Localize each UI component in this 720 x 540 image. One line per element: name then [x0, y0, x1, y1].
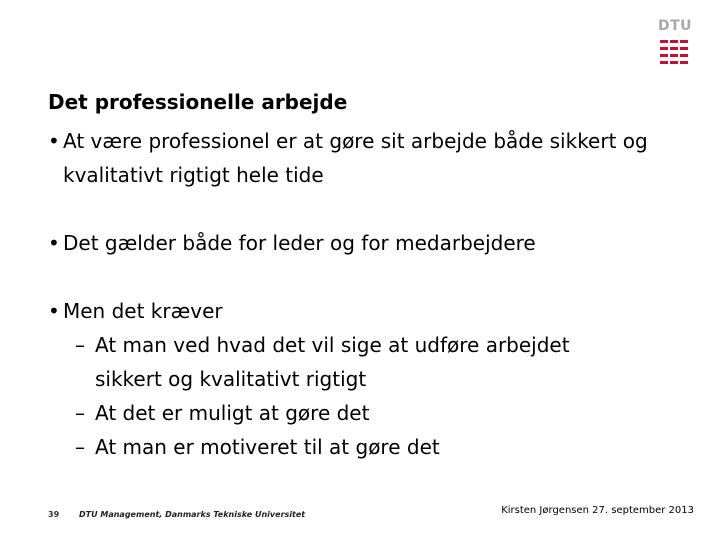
- dtu-logo-text: DTU: [658, 18, 693, 34]
- bullet-marker: •: [48, 299, 60, 323]
- sub-bullet-marker: –: [75, 401, 85, 425]
- organization-name: DTU Management, Danmarks Tekniske Universitet: [79, 510, 306, 519]
- sub-bullet-text: At man ved hvad det vil sige at udføre arbejdet sikkert og kvalitativt rigtigt: [95, 333, 570, 391]
- slide-footer: [0, 505, 720, 527]
- sub-bullet-item: [48, 396, 698, 430]
- slide-body: [48, 124, 698, 464]
- sub-bullet-marker: –: [75, 435, 85, 459]
- bullet-marker: •: [48, 231, 60, 255]
- sub-bullet-text: At det er muligt at gøre det: [95, 401, 370, 425]
- page-number: 39: [48, 510, 60, 519]
- bullet-item: [48, 226, 698, 260]
- author-date: Kirsten Jørgensen 27. september 2013: [501, 505, 694, 516]
- bullet-marker: •: [48, 129, 60, 153]
- sub-bullet-item: [48, 430, 698, 464]
- sub-bullet-text: At man er motiveret til at gøre det: [95, 435, 440, 459]
- bullet-text: Det gælder både for leder og for medarbejdere: [63, 231, 536, 255]
- bullet-item: [48, 294, 698, 328]
- sub-bullet-marker: –: [75, 333, 85, 357]
- slide-title: Det professionelle arbejde: [48, 90, 348, 114]
- bullet-text: Men det kræver: [63, 299, 223, 323]
- dtu-logo-mark: [660, 40, 688, 64]
- bullet-text: At være professionel er at gøre sit arbejde både sikkert og kvalitativt rigtigt hele tide: [63, 129, 648, 187]
- bullet-item: [48, 124, 698, 192]
- sub-bullet-item: [48, 328, 575, 396]
- dtu-logo: [658, 18, 693, 66]
